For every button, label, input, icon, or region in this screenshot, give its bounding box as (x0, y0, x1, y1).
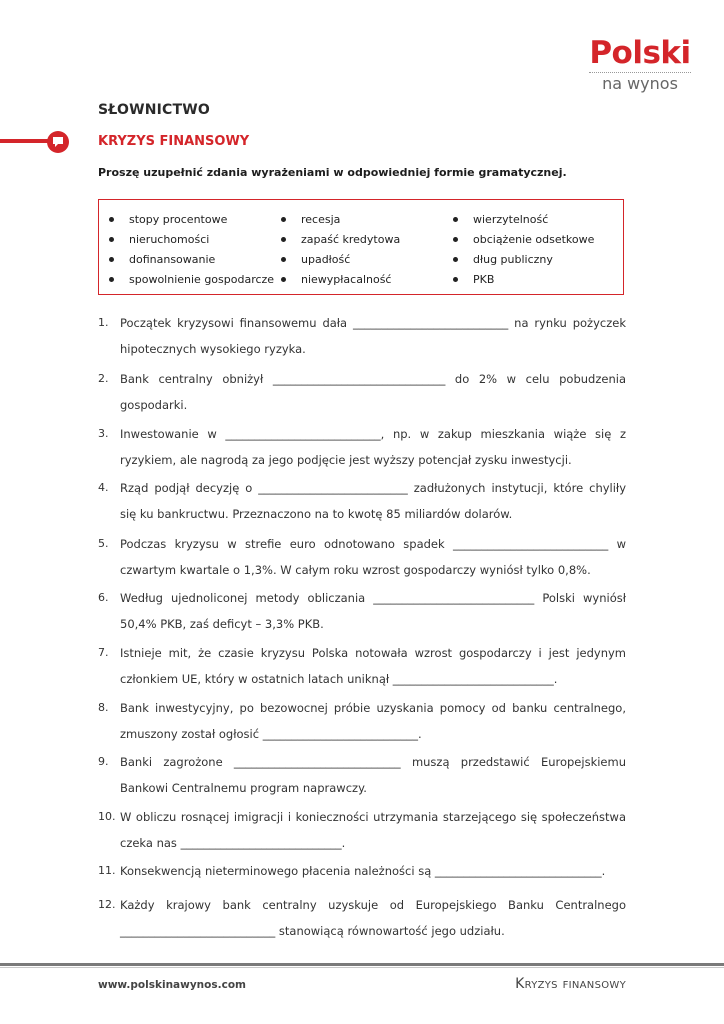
footer-url: www.polskinawynos.com (98, 979, 246, 991)
exercise-text: Bank centralny obniżył ______________________________ do 2% w celu pobudzenia gospodarki. (120, 372, 626, 412)
logo-sub-text: na wynos (602, 74, 678, 93)
topic-title: KRYZYS FINANSOWY (98, 134, 250, 149)
exercise-number: 2. (98, 372, 109, 385)
exercise-number: 7. (98, 646, 109, 659)
bullet (453, 217, 458, 222)
exercise-number: 4. (98, 481, 109, 494)
bullet (281, 277, 286, 282)
bullet (109, 277, 114, 282)
vocab-item: spowolnienie gospodarcze (99, 270, 274, 290)
exercise-number: 12. (98, 898, 116, 911)
vocab-item: recesja (271, 210, 400, 230)
vocab-item: obciążenie odsetkowe (443, 230, 594, 250)
vocab-item: stopy procentowe (99, 210, 274, 230)
vocab-item: dofinansowanie (99, 250, 274, 270)
bullet (453, 277, 458, 282)
topic-marker-bar (0, 139, 48, 143)
vocab-item: wierzytelność (443, 210, 594, 230)
vocab-column-1 (99, 210, 274, 290)
bullet (281, 217, 286, 222)
exercise-number: 6. (98, 591, 109, 604)
exercise-text: Konsekwencją nieterminowego płacenia należności są _____________________________. (120, 864, 606, 878)
section-title: SŁOWNICTWO (98, 102, 211, 118)
exercise-text: Rząd podjął decyzję o __________________________ zadłużonych instytucji, które chyliły się ku bankructwu. Przeznaczono na to kwotę 85 miliardów dolarów. (120, 481, 626, 521)
exercise-number: 3. (98, 427, 109, 440)
vocab-item: dług publiczny (443, 250, 594, 270)
vocab-item: zapaść kredytowa (271, 230, 400, 250)
speech-bubble-icon (51, 135, 65, 149)
exercise-text: Banki zagrożone _____________________________ muszą przedstawić Europejskiemu Bankowi Centralnemu program naprawczy. (120, 755, 626, 795)
vocabulary-box (98, 199, 624, 295)
vocab-item: PKB (443, 270, 594, 290)
bullet (109, 257, 114, 262)
logo (585, 36, 695, 93)
bullet (453, 237, 458, 242)
exercise-number: 11. (98, 864, 116, 877)
footer-rule (0, 963, 724, 966)
exercise-text: Według ujednoliconej metody obliczania ____________________________ Polski wyniósł 50,4% PKB, zaś deficyt – 3,3% PKB. (120, 591, 626, 631)
exercise-text: Każdy krajowy bank centralny uzyskuje od Europejskiego Banku Centralnego ___________________________ stanowiącą równowartość jego udziału. (120, 898, 626, 938)
topic-marker (0, 131, 92, 153)
exercise-number: 1. (98, 316, 109, 329)
bullet (281, 257, 286, 262)
logo-divider (589, 72, 691, 73)
bullet (109, 237, 114, 242)
bullet (453, 257, 458, 262)
vocab-column-3 (443, 210, 594, 290)
exercise-text: W obliczu rosnącej imigracji i konieczności utrzymania starzejącego się społeczeństwa czeka nas ____________________________. (120, 810, 626, 850)
vocab-item: upadłość (271, 250, 400, 270)
exercise-number: 10. (98, 810, 116, 823)
instruction: Proszę uzupełnić zdania wyrażeniami w odpowiedniej formie gramatycznej. (98, 166, 567, 179)
exercise-number: 5. (98, 537, 109, 550)
logo-main-text: Polski (589, 35, 691, 71)
bullet (109, 217, 114, 222)
footer-title: Kryzys finansowy (515, 976, 626, 992)
vocab-item: niewypłacalność (271, 270, 400, 290)
exercise-text: Bank inwestycyjny, po bezowocnej próbie uzyskania pomocy od banku centralnego, zmuszony został ogłosić ___________________________. (120, 701, 626, 741)
exercise-text: Podczas kryzysu w strefie euro odnotowano spadek ___________________________ w czwartym kwartale o 1,3%. W całym roku wzrost gospodarczy wyniósł tylko 0,8%. (120, 537, 626, 577)
footer-rule-thin (0, 967, 724, 968)
exercise-text: Istnieje mit, że czasie kryzysu Polska notowała wzrost gospodarczy i jest jedynym członkiem UE, który w ostatnich latach uniknął ____________________________. (120, 646, 626, 686)
topic-circle (47, 131, 69, 153)
exercise-number: 9. (98, 755, 109, 768)
exercise-text: Początek kryzysowi finansowemu dała ___________________________ na rynku pożyczek hipotecznych wysokiego ryzyka. (120, 316, 626, 356)
bullet (281, 237, 286, 242)
vocab-item: nieruchomości (99, 230, 274, 250)
vocab-column-2 (271, 210, 400, 290)
exercise-number: 8. (98, 701, 109, 714)
exercise-text: Inwestowanie w ___________________________, np. w zakup mieszkania wiąże się z ryzykiem, ale nagrodą za jego podjęcie jest wyższy potencjał zysku inwestycji. (120, 427, 626, 467)
